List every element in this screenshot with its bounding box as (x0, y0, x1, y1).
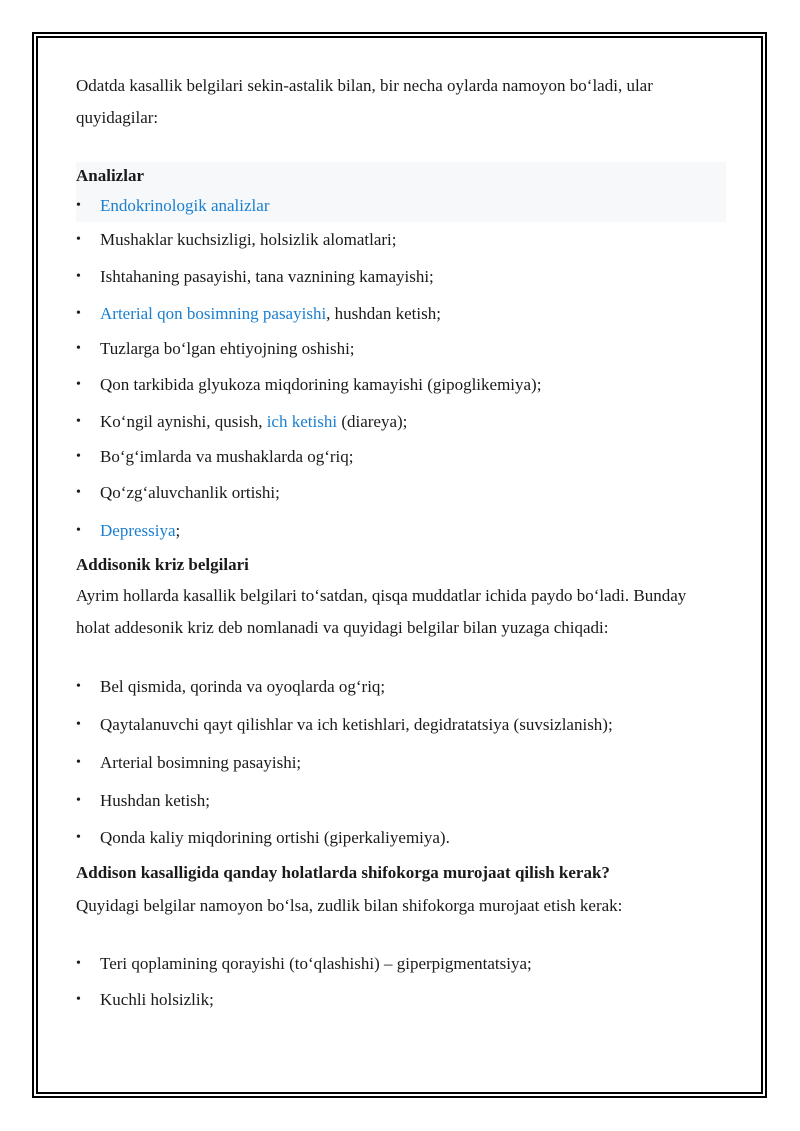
bullet-icon: • (76, 830, 81, 845)
list-item: • Bel qismida, qorinda va oyoqlarda og‘riq; (76, 668, 726, 706)
bullet-icon: • (76, 269, 81, 284)
doctor-list (76, 946, 726, 1018)
bullet-icon: • (76, 198, 81, 213)
list-item: • Teri qoplamining qorayishi (to‘qlashishi) – giperpigmentatsiya; (76, 946, 726, 982)
diarrhea-link[interactable]: ich ketishi (266, 412, 338, 431)
list-item: • Ishtahaning pasayishi, tana vaznining kamayishi; (76, 258, 726, 296)
list-item: • Bo‘g‘imlarda va mushaklarda og‘riq; (76, 440, 726, 474)
bullet-icon: • (76, 306, 81, 321)
depression-link[interactable]: Depressiya (100, 521, 176, 540)
crisis-paragraph: Ayrim hollarda kasallik belgilari to‘satdan, qisqa muddatlar ichida paydo bo‘ladi. Bunday holat addesonik kriz deb nomlanadi va quyidagi belgilar bilan yuzaga chiqadi: (76, 586, 687, 637)
blood-pressure-link[interactable]: Arterial qon bosimning pasayishi (100, 304, 327, 323)
bullet-icon: • (76, 523, 81, 538)
document-body (76, 70, 726, 1018)
list-item: • Qaytalanuvchi qayt qilishlar va ich ketishlari, degidratatsiya (suvsizlanish); (76, 706, 726, 744)
list-item: • Tuzlarga bo‘lgan ehtiyojning oshishi; (76, 332, 726, 366)
list-item: • Kuchli holsizlik; (76, 982, 726, 1018)
bullet-icon: • (76, 755, 81, 770)
bullet-icon: • (76, 717, 81, 732)
list-item: • Depressiya; (76, 512, 726, 550)
bullet-icon: • (76, 679, 81, 694)
list-item: • Qon tarkibida glyukoza miqdorining kamayishi (gipoglikemiya); (76, 366, 726, 404)
list-item: • Qo‘zg‘aluvchanlik ortishi; (76, 474, 726, 512)
crisis-heading: Addisonik kriz belgilari (76, 555, 249, 574)
bullet-icon: • (76, 992, 81, 1007)
bullet-icon: • (76, 956, 81, 971)
list-item: • Arterial bosimning pasayishi; (76, 744, 726, 782)
intro-paragraph: Odatda kasallik belgilari sekin-astalik bilan, bir necha oylarda namoyon bo‘ladi, ular quyidagilar: (76, 76, 653, 127)
bullet-icon: • (76, 341, 81, 356)
list-item: • Hushdan ketish; (76, 782, 726, 820)
endocrinology-link[interactable]: Endokrinologik analizlar (100, 196, 270, 215)
list-item (76, 190, 726, 222)
analyses-block (76, 162, 726, 222)
bullet-icon: • (76, 377, 81, 392)
list-item: • Mushaklar kuchsizligi, holsizlik alomatlari; (76, 222, 726, 258)
bullet-icon: • (76, 232, 81, 247)
doctor-paragraph: Quyidagi belgilar namoyon bo‘lsa, zudlik bilan shifokorga murojaat etish kerak: (76, 896, 623, 915)
bullet-icon: • (76, 793, 81, 808)
symptoms-list (76, 222, 726, 550)
list-item: • Arterial qon bosimning pasayishi, hushdan ketish; (76, 296, 726, 332)
bullet-icon: • (76, 449, 81, 464)
bullet-icon: • (76, 414, 81, 429)
doctor-heading: Addison kasalligida qanday holatlarda shifokorga murojaat qilish kerak? (76, 863, 610, 882)
crisis-list (76, 668, 726, 856)
list-item: • Qonda kaliy miqdorining ortishi (giperkaliyemiya). (76, 820, 726, 856)
bullet-icon: • (76, 485, 81, 500)
analyses-heading: Analizlar (76, 166, 144, 185)
list-item: • Ko‘ngil aynishi, qusish, ich ketishi (diareya); (76, 404, 726, 440)
